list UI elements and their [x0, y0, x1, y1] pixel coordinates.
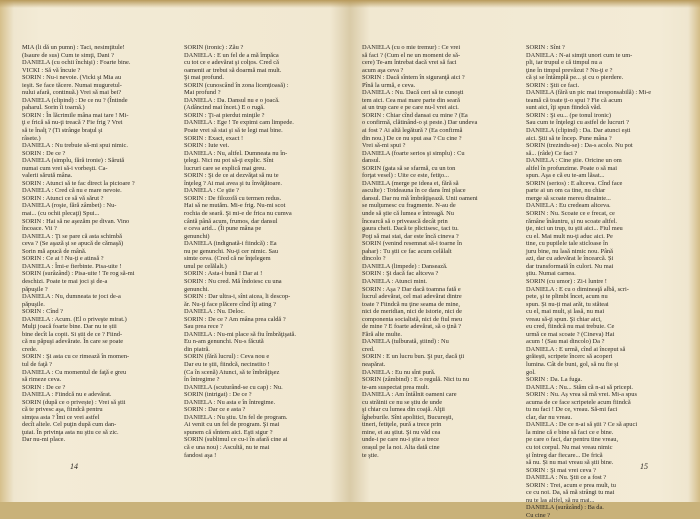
- text-line: merge să scoate mereu dinainte...: [526, 194, 611, 202]
- text-line: paharul. Sorin îi toarnă.): [22, 104, 85, 112]
- text-line: genunchi.: [184, 285, 210, 293]
- text-line: SORIN : Exact, exact !: [184, 134, 244, 142]
- text-line: fandosi aşa !: [184, 451, 217, 459]
- text-line: SORIN : Da. La fuga.: [526, 376, 583, 384]
- right-page-column-1: [362, 44, 514, 459]
- left-page-column-1: [22, 44, 172, 454]
- text-line: DANIELA : Ţi se pare că asta schimbă: [22, 232, 122, 240]
- text-line: SORIN : Sînt ?: [526, 44, 565, 51]
- text-line: orașul pe la noi. Alta dată cine: [362, 443, 440, 451]
- text-line: să... (râde) Ce faci ?: [526, 149, 578, 157]
- text-line: genunchi): [184, 232, 210, 240]
- text-line: că te privesc aşa, fiindcă pentru: [22, 406, 103, 414]
- text-line: Cu cine ?: [526, 511, 551, 519]
- text-line: DANIELA (clipind) : Da. Dar atunci eşti: [526, 127, 631, 135]
- text-line: se mulţumesc cu fragmente. N-au de: [362, 202, 456, 210]
- text-line: DANIELA (foarte serios şi simplu) : Cu: [362, 149, 465, 157]
- text-line: SORIN (venind resemnat să-i toarne în: [362, 240, 462, 248]
- text-line: SORIN (ironic) : Zău ?: [184, 44, 244, 51]
- text-line: din piatră.: [184, 345, 210, 353]
- text-line: în întregime ?: [184, 376, 220, 384]
- text-line: Eu n-am genunchi. Nu-s făcută: [184, 338, 264, 346]
- text-line: DANIELA : Nu. Deloc.: [184, 308, 245, 316]
- text-line: unul pe celălalt.): [184, 262, 227, 270]
- text-line: DANIELA : Acum. (El o priveşte mirat.): [22, 315, 127, 323]
- text-line: DANIELA : Nu... Stăm că n-ai să pricepi.: [526, 383, 634, 391]
- text-line: clar, dar nu vreau.: [526, 413, 573, 421]
- text-line: lumina. Cât de buni, gol, să nu fie și: [526, 360, 619, 368]
- text-line: crede.: [22, 345, 38, 353]
- text-line: încearcă să o privească decât prin: [362, 217, 448, 225]
- text-line: rămâne înăuntru, și nu scoate altfel.: [526, 217, 618, 225]
- text-line: DANIELA (merge pe ideea ei, fără să: [362, 179, 459, 187]
- text-line: DANIELA : E urmă, cînd ai început să: [526, 345, 626, 353]
- text-line: SORIN : Nu. Scoate ce e frecat, ce: [526, 210, 615, 218]
- text-line: ştiu. Numai carnea.: [526, 270, 576, 278]
- text-line: nului afară, continuă.) Vrei să mai bei?: [22, 89, 122, 97]
- text-line: Mai profund ?: [184, 89, 221, 97]
- text-line: unde să ştie că lumea e întreagă. Nu: [362, 210, 454, 218]
- left-page-column-2: [184, 44, 338, 459]
- text-line: (Isaure de sus) Cum te simţi, Dani ?: [22, 51, 114, 59]
- text-line: tu nu faci ! De ce, vreau. Să-mi faci: [526, 406, 618, 414]
- text-line: SORIN (surâzând) : Pisa-uite ! Te rog să-mi: [22, 270, 135, 278]
- text-line: DANIELA (surâzând) : Ba da.: [526, 504, 604, 512]
- text-line: SORIN : Dar ce e asta ?: [184, 406, 246, 414]
- left-page: [22, 44, 338, 459]
- text-line: de mine ? E foarte adevărat, să o ţină ?: [362, 323, 462, 331]
- text-line: DANIELA : Nu-mi place să fiu îmbrăţişată.: [184, 330, 296, 338]
- text-line: şi chiar cu lumea din coajă. Alţii: [362, 406, 445, 414]
- text-line: oamenii ar trebui să doarmă mai mult.: [184, 66, 282, 74]
- text-line: DANIELA (scuturând-se cu cap) : Nu.: [184, 383, 283, 391]
- text-line: Dar nu-mi place.: [22, 436, 66, 444]
- text-line: ai fost ? Ai altă legătură ? (Ea confirmă: [362, 127, 463, 135]
- text-line: SORIN : Şi mai vrei ceva ?: [526, 466, 596, 474]
- text-line: acum ! (Sau mai dincolo) Da ?: [526, 338, 605, 346]
- text-line: altfel în profunzime. Poate o să mai: [526, 164, 618, 172]
- text-line: SORIN : Aşa ? Dar dacă toamna fată e: [362, 285, 461, 293]
- text-line: DANIELA (cu o mie tremur) : Ce vrei: [362, 44, 461, 51]
- text-line: DANIELA (cu ochii închişi) : Foarte bine.: [22, 59, 131, 67]
- text-line: e ceva arid... (Îi pune mâna pe: [184, 225, 262, 233]
- text-line: DANIELA : De ce n-ai să ştii ? Ce să apuci: [526, 421, 638, 429]
- text-line: îgheburile. Sînt apolitici, Bucureşti,: [362, 413, 454, 421]
- text-line: să nu. Și nu mai vreau să ştii bine.: [526, 459, 614, 467]
- text-line: DANIELA : E cu o dimineaţă albă, scri-: [526, 285, 629, 293]
- text-line: SORIN : Cînd ?: [22, 308, 64, 316]
- text-line: SORIN (zâmbind) : E o regulă. Nici tu nu: [362, 376, 470, 384]
- text-line: Sorin mă apucă de mână.: [22, 247, 87, 255]
- text-line: ăr. Nu-ţi face plăcere cînd îţi ating ?: [184, 300, 276, 308]
- text-line: deschizi. Poate te mai joci şi de-a: [22, 277, 108, 285]
- text-line: urmă ce mai scoate ? (Cineva) Hai: [526, 330, 615, 338]
- text-line: rochia de seară. Şi mi-e de frica nu cumva: [184, 210, 292, 218]
- text-line: acum aşa ceva ?: [362, 66, 404, 74]
- text-line: DANIELA : Nu, altfel. Dumneata nu în-: [184, 149, 288, 157]
- text-line: SORIN : Şi asta cu ce rimează în momen-: [22, 353, 130, 361]
- text-line: mine, ei au ştiut. Şi nu văd cea: [362, 428, 441, 436]
- text-line: tine, cu pupilele tale sticloase în: [526, 240, 608, 248]
- text-line: vreau să-ţi spun. Şi chiar aici,: [526, 315, 602, 323]
- text-line: SORIN : Ştii ce faci.: [526, 81, 580, 89]
- text-line: dar transformată în culori. Nu mai: [526, 262, 614, 270]
- text-line: din nou.) De ce nu spui asa ? Cu cine ?: [362, 134, 462, 142]
- text-line: MIA (li dă un pumn) : Taci, nesimţitule!: [22, 44, 125, 51]
- text-line: Poţi să mai stai, dar este încă cineva ?: [362, 232, 459, 240]
- text-line: DANIELA : Fiindcă nu e adevărat.: [22, 391, 112, 399]
- text-line: dansul.: [362, 157, 381, 165]
- text-line: Fără alte multe.: [362, 330, 402, 338]
- text-line: ţine în timpul prevăzut ? Nu-ţi e ?: [526, 66, 613, 74]
- text-line: tem aici. Cea mai mare parte din seară: [362, 96, 460, 104]
- text-line: componenta socialistă, nici de fiul meu: [362, 315, 463, 323]
- text-line: tul de faţă ?: [22, 360, 52, 368]
- text-line: simte ceva. (Cred că ne înţelegem: [184, 255, 271, 263]
- text-line: numai cum vrei să-i vorbeşti. Ca-: [22, 164, 108, 172]
- text-line: lucruri care se explică mai greu.: [184, 164, 266, 172]
- text-line: SORIN (trezindu-se) : Da-s acolo. Nu pot: [526, 142, 633, 150]
- text-line: SORIN : Şi dacă fac altceva ?: [362, 270, 439, 278]
- text-line: Vrei să-mi spui ?: [362, 142, 406, 150]
- text-line: dincolo ?: [362, 255, 386, 263]
- text-line: cu străinii ce nu se ştiu de unde: [362, 398, 443, 406]
- text-line: că nu păpuşi adevărate. În care se poate: [22, 338, 124, 346]
- text-line: unde-i pe care nu-i ştie a trece: [362, 436, 439, 444]
- text-line: SORIN : Dacă sîntem în siguranţă aici ?: [362, 74, 465, 82]
- text-line: DANIELA (fără un pic mai iresponsabilă) : Mi-e: [526, 89, 652, 97]
- text-line: juru bine, nu lasă nimic nou. Până: [526, 247, 613, 255]
- text-line: să rimeze ceva.: [22, 376, 62, 384]
- text-line: VICKI : Să vă încuie ?: [22, 66, 81, 74]
- text-line: Poate vrei să stai şi să te legi mai bine.: [184, 127, 283, 135]
- text-line: DANIELA : E un fel de a mă împăca: [184, 51, 279, 59]
- text-line: să faci ? (Cum el ne un moment de să-: [362, 51, 461, 59]
- text-line: dansul. Dar nu mă îmbrăţişează. Unii oameni: [362, 194, 478, 202]
- text-line: (Ca în scenă) Atunci, să te îmbrăţişez: [184, 368, 280, 376]
- text-line: cere) Te-am întrebat dacă vrei să faci: [362, 59, 457, 67]
- text-line: cu tot corpul. Nu mai vreau nimic: [526, 443, 613, 451]
- text-line: pe care o faci, dar pentru tine vreau,: [526, 436, 619, 444]
- text-line: SORIN : Ţi-ai pierdut minţile ?: [184, 111, 265, 119]
- text-line: DANIELA (simplu, fără ironie) : Sărută: [22, 157, 125, 165]
- text-line: încoace. Vii ?: [22, 225, 57, 233]
- text-line: DANIELA : Eu nu sînt pură.: [362, 368, 436, 376]
- text-line: SORIN (intrigat) : De ce ?: [184, 391, 252, 399]
- text-line: DANIELA : N-ai simţit unori cum te um-: [526, 51, 633, 59]
- text-line: valerii sărută mâna.: [22, 172, 73, 180]
- text-line: Hai să ne mutăm. Mi-e frig. Nu-mi scot: [184, 202, 286, 210]
- text-line: SORIN : Dar ultra-i, sînt aicea, li descop-: [184, 293, 291, 301]
- text-line: DANIELA : Atunci mint.: [362, 277, 427, 285]
- page-edge-shadow: [0, 0, 700, 8]
- text-line: ceva ? (Se aşază şi se apucă de cămaşă): [22, 240, 124, 248]
- text-line: DANIELA : Nu. Ştii ce a fost ?: [526, 474, 607, 482]
- text-line: Mulţi joacă foarte bine. Dar nu te știi: [22, 323, 117, 331]
- text-line: forţat vesel) : Uite ce este, fetiţo...: [362, 172, 449, 180]
- text-line: parte ai un om ca tine, nu chiar: [526, 187, 606, 195]
- text-line: SORIN : Asta-i bună ! Dar ai !: [184, 270, 263, 278]
- text-line: tineri, fetiţele, pură a trece prin: [362, 421, 442, 429]
- text-line: DANIELA : Nu. Dacă ceri să te cunoşti: [362, 89, 464, 97]
- text-line: eu cred, fiindcă nu mai trebuie. Ce: [526, 323, 615, 331]
- text-line: Dar eu te ştii, fiindcă, necinstito !: [184, 360, 270, 368]
- text-line: decît altele. Cel puţin după cum dan-: [22, 421, 117, 429]
- text-line: DANIELA : Cine ştie. Oricine un om: [526, 157, 622, 165]
- text-line: DANIELA (limpede) : Dansează.: [362, 262, 448, 270]
- right-page-number: 15: [640, 462, 648, 471]
- text-line: DANIELA : Nu ştiu. Un fel de program.: [184, 413, 288, 421]
- text-line: DANIELA : Ege ! Te expimi cam limpede.: [184, 119, 294, 127]
- text-line: aici. Ştii să te încep. Pune mâna ?: [526, 134, 612, 142]
- text-line: ce cu noi. Da, să mă strângi tu mai: [526, 489, 615, 497]
- text-line: ai un trup care e pe care nu-l vrei aici.: [362, 104, 459, 112]
- text-line: SORIN : E un lucru bun. Şi pur, dacă ţii: [362, 353, 465, 361]
- text-line: spunem că sîntem aici. Eşti sigur ?: [184, 428, 273, 436]
- text-line: pete, şi te plimbi încet, acum nu: [526, 293, 608, 301]
- text-line: SORIN : Şi de ce ai dezvăţat să nu te: [184, 172, 279, 180]
- text-line: SORIN : Atunci să te fac direct la picioare ?: [22, 179, 135, 187]
- text-line: că e una nou) : Ascultă, nu te mai: [184, 443, 270, 451]
- text-line: DANIELA : Nu, dumneata te joci de-a: [22, 293, 121, 301]
- text-line: să te înalţ ? (Ti strânge braţul şi: [22, 127, 103, 135]
- text-line: păpuşile ?: [22, 285, 48, 293]
- text-line: ţelegi. Nici nu pot să-ţi explic. Sînt: [184, 157, 274, 165]
- text-line: SORIN (cunoscând în zona licenţioasă) :: [184, 81, 289, 89]
- text-line: neapărat.: [362, 360, 386, 368]
- text-line: SORIN (după ce o privește) : Vrei să ştii: [22, 398, 126, 406]
- text-line: DANIELA (indignată-i fiindcă) : Ea: [184, 240, 277, 248]
- text-line: nu pe genunchi. Nu-ţi cer nimic. Sau: [184, 247, 279, 255]
- text-line: DANIELA : Da. Dansul nu e o joacă.: [184, 96, 280, 104]
- text-line: cu el. Mai mult nu-ţi aduc aici. Pe: [526, 232, 613, 240]
- text-line: la mine că e bine să faci ce e bine.: [526, 428, 614, 436]
- text-line: nu te las altfel, să nu mai...: [526, 496, 595, 504]
- text-line: asculte) : Totdeauna în ce dans îmi place: [362, 187, 466, 195]
- text-line: SORIN : De ce ?: [22, 383, 66, 391]
- text-line: ieşit. Se face tăcere. Numai muguretul-: [22, 81, 122, 89]
- text-line: râsete.): [22, 134, 41, 142]
- text-line: mai... (cu ochii plecaţi) Spui...: [22, 210, 100, 218]
- left-page-number: 14: [70, 462, 78, 471]
- text-line: SORIN : Nu-i nevoie. (Vicki şi Mia au: [22, 74, 122, 82]
- text-line: SORIN : Nu. Aș vrea să mă vrei. Mi-a spus: [526, 391, 637, 399]
- text-line: gol.: [526, 368, 536, 376]
- text-line: pahar) : Tu ştii ce fac acum celălalt: [362, 247, 452, 255]
- text-line: teamă că toate ți-o spui ? Fie că acum: [526, 96, 623, 104]
- text-line: SORIN : Atunci ce să vă sărut ?: [22, 194, 104, 202]
- text-line: cântă până acum, frumos, dar dansul: [184, 217, 278, 225]
- text-line: azi, dar cu adevărat le încearcă. Și: [526, 255, 614, 263]
- text-line: Ai venit cu un fel de program. Şi mai: [184, 421, 280, 429]
- text-line: sunt aici, îţi spun fiindcă văd.: [526, 104, 602, 112]
- text-line: SORIN (serios) : E altceva. Cînd face: [526, 179, 623, 187]
- text-line: SORIN : Ce ai ! Nu-ţi e atinsă ?: [22, 255, 104, 263]
- text-line: păpuşile.: [22, 300, 45, 308]
- text-line: DANIELA : Eu credeam altceva.: [526, 202, 611, 210]
- text-line: SORIN (gata să se sfarmă, cu un ton: [362, 164, 456, 172]
- text-line: te ştie.: [362, 451, 379, 459]
- text-line: cu el, mai mult, și lasă, nu mai: [526, 308, 605, 316]
- text-line: pli, iar trupul e că timpul nu a: [526, 59, 602, 67]
- text-line: SORIN (cu umor) : Zi-i luntre !: [526, 277, 607, 285]
- text-line: spun. Și nu-ți mai arăt, tu stăteai: [526, 300, 609, 308]
- text-line: te-am suspectat prea mult.: [362, 383, 430, 391]
- text-line: grăiești, scripete încerc să acoperi: [526, 353, 613, 361]
- text-line: că și se întâmplă pe... şi cu o pierdere.: [526, 74, 624, 82]
- text-line: ţuiai. În privinţa asta nu ştiu ce să zic.: [22, 428, 119, 436]
- text-line: toate ? Fiindcă nu ţine seama de mine,: [362, 300, 460, 308]
- text-line: SORIN : Nu cred. Mă îndoiesc cu una: [184, 277, 282, 285]
- text-line: DANIELA (clipind) : De ce nu ? (Întinde: [22, 96, 128, 104]
- text-line: Şi mai profund.: [184, 74, 224, 82]
- text-line: SORIN (fără lucrul) : Ceva nou e: [184, 353, 270, 361]
- text-line: ţi e frică să nu-ţi treacă ? Fie frig ? Vrei: [22, 119, 123, 127]
- text-line: DANIELA (tulburată, ştiind) : Nu: [362, 338, 449, 346]
- text-line: Sau cum te înţelegi cu astfel de lucruri ?: [526, 119, 629, 127]
- text-line: DANIELA (roşie, fără zâmbet) : Nu-: [22, 202, 117, 210]
- text-line: cu tot ce e adevărat şi colţos. Cred că: [184, 59, 279, 67]
- text-line: SORIN : În lăcrimile mâna mai tare ! Mi-: [22, 111, 129, 119]
- text-line: cred.: [362, 345, 375, 353]
- text-line: spun. Aşa e că eu te-am lăsat...: [526, 172, 605, 180]
- text-line: acuma de ce face scripetele acum fiindcă: [526, 398, 631, 406]
- text-line: SORIN : Trei, acum e prea mult, tu: [526, 481, 616, 489]
- text-line: înţeleg ? Ai mai avea şi tu învăţătoare.: [184, 179, 282, 187]
- text-line: DANIELA : Cred că nu e mare nevoie.: [22, 187, 122, 195]
- text-line: SORIN : Chiar cînd dansai cu mine ? (Ea: [362, 111, 468, 119]
- text-line: SORIN (sublimul ce cu-i în afară cine ai: [184, 436, 288, 444]
- text-line: nici de meridian, nici de istorie, nici de: [362, 308, 462, 316]
- text-line: bine decît la copii. Si știi de ce ? Fiind-: [22, 330, 123, 338]
- text-line: (Adâncind mai încet.) E o rugă.: [184, 104, 265, 112]
- text-line: SORIN : De ce ?: [22, 149, 66, 157]
- text-line: lucrul adevărat, cel mai adevărat dintre: [362, 293, 462, 301]
- text-line: DANIELA : Am întâlnit oameni care: [362, 391, 457, 399]
- text-line: SORIN : Hai să ne aşezăm pe divan. Vino: [22, 217, 130, 225]
- text-line: SORIN : Iute vei.: [184, 142, 230, 150]
- text-line: SORIN : De ce ? Am mâna prea caldă ?: [184, 315, 286, 323]
- text-line: DANIELA : Cu momentul de faţă e greu: [22, 368, 127, 376]
- text-line: DANIELA : Ce ştie ?: [184, 187, 240, 195]
- text-line: gaura cheii. Dacă te plictisesc, taci tu.: [362, 225, 459, 233]
- text-line: DANIELA : Nu trebuie să-mi spui nimic.: [22, 142, 128, 150]
- text-line: Pînă la urmă, e ceva.: [362, 81, 416, 89]
- text-line: simţea asta ? Îmi ce vrei astfel: [22, 413, 100, 421]
- text-line: DANIELA : Îmi-e fierbinte. Pisa-uite !: [22, 262, 122, 270]
- text-line: Sau prea rece ?: [184, 323, 223, 331]
- text-line: DANIELA : Nu asta e în întregime.: [184, 398, 276, 406]
- text-line: o confirmă, clătinând-o şi peste.) Dar undeva: [362, 119, 478, 127]
- text-line: SORIN : De filozofă cu termen redus.: [184, 194, 282, 202]
- text-line: ţie, nici un trup, tu ştii aici... Fiul meu: [526, 225, 623, 233]
- text-line: şi întreg dar fiecare... De frică: [526, 451, 603, 459]
- text-line: SORIN : Şi eu... (pe tonul ironic): [526, 111, 612, 119]
